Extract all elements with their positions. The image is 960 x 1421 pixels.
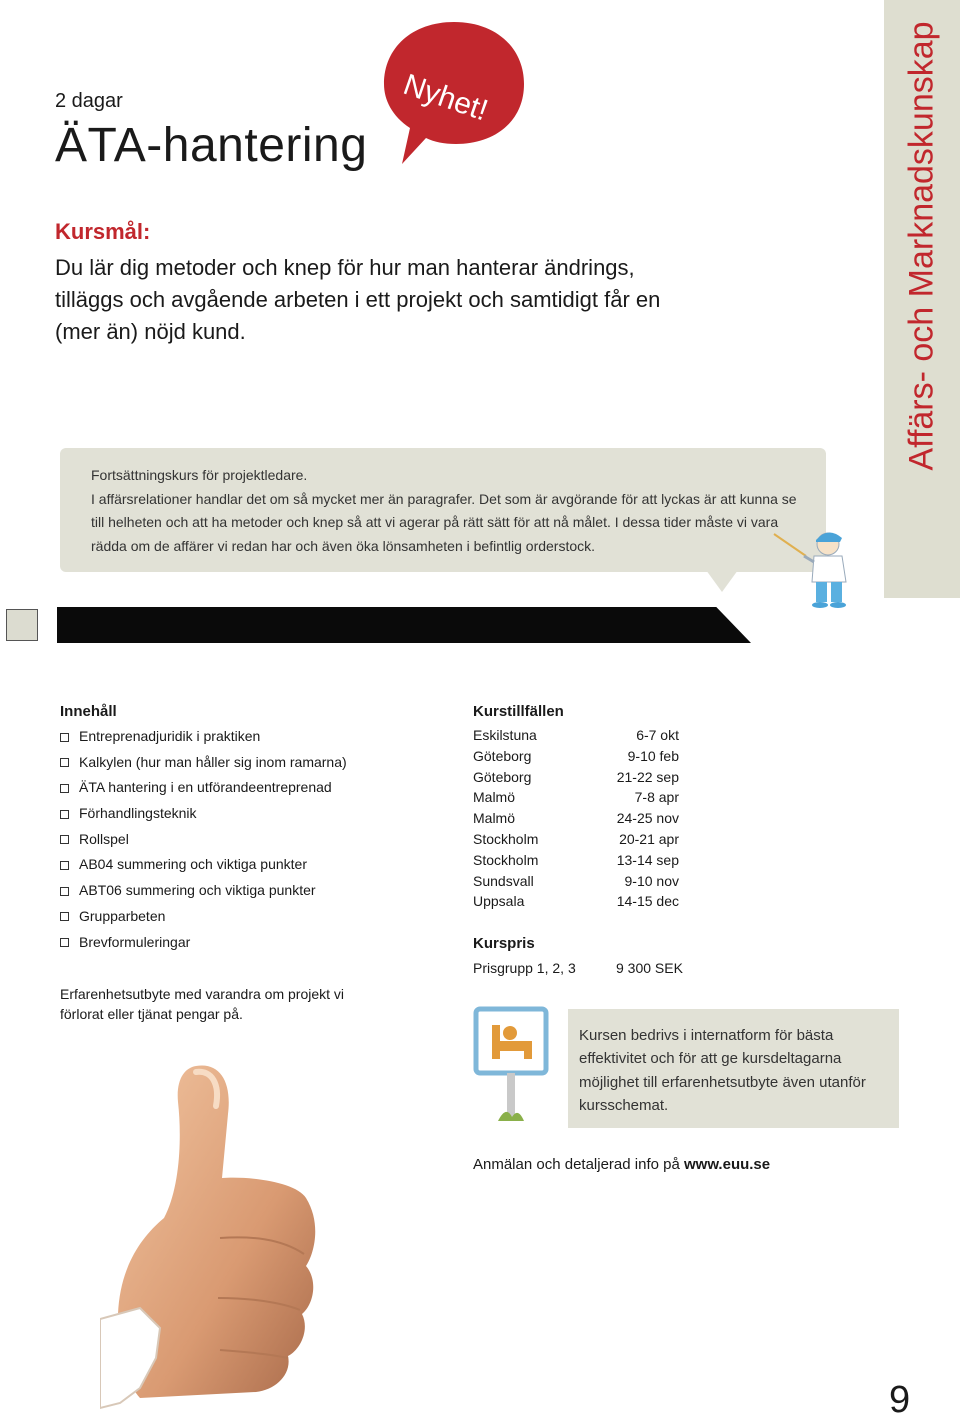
section-divider-bar [57,607,751,643]
schedule-row: Göteborg 9-10 feb [473,747,679,764]
price-heading: Kurspris [473,935,535,952]
intro-line-2: I affärsrelationer handlar det om så mycket mer än paragrafer. Det som är avgörande för att lyckas är att kunna se till helheten och att ha metoder och knep så att vi agerar på rätt sätt för att nå målet. I dessa tider måste vi vara rädda om de affärer vi redan har och även öka lönsamheten i befintlig orderstock. [91,490,797,554]
note-text: Kursen bedrivs i internatform för bästa effektivitet och för att ge kursdeltagarna möjlighet till erfarenhetsutbyte även utanför kursschemat. [579,1027,866,1114]
page-title: ÄTA-hantering [55,119,368,172]
intro-box-pointer [706,570,738,592]
content-item: Grupparbeten [60,904,347,930]
price-value: 9 300 SEK [616,960,683,976]
square-bullet-icon [60,758,69,767]
content-item: AB04 summering och viktiga punkter [60,852,347,878]
page-number: 9 [889,1379,911,1421]
content-note: Erfarenhetsutbyte med varandra om projekt vi förlorat eller tjänat pengar på. [60,986,345,1022]
signup-text: Anmälan och detaljerad info på [473,1156,684,1173]
content-heading: Innehåll [60,703,117,720]
content-item: Brevformuleringar [60,930,347,956]
square-bullet-icon [60,912,69,921]
square-bullet-icon [60,887,69,896]
square-bullet-icon [60,938,69,947]
content-list [60,724,347,955]
schedule-table [473,725,693,912]
schedule-row: Sundsvall 9-10 nov [473,872,679,889]
content-item: Kalkylen (hur man håller sig inom ramarna) [60,750,347,776]
price-group-label: Prisgrupp 1, 2, 3 [473,960,576,976]
schedule-row: Malmö 24-25 nov [473,810,679,827]
square-bullet-icon [60,733,69,742]
schedule-row: Eskilstuna 6-7 okt [473,727,679,743]
schedule-row: Göteborg 21-22 sep [473,768,679,785]
square-bullet-icon [60,835,69,844]
content-item: ABT06 summering och viktiga punkter [60,878,347,904]
new-badge-text: Nyhet! [399,68,492,128]
bed-sign-illustration [470,1005,552,1130]
signup-info [473,1156,770,1173]
content-item: ÄTA hantering i en utförandeentreprenad [60,775,347,801]
content-item: Entreprenadjuridik i praktiken [60,724,347,750]
category-label: Affärs- och Marknadskunskap [902,21,941,471]
content-item: Förhandlingsteknik [60,801,347,827]
schedule-row: Stockholm 13-14 sep [473,851,679,868]
square-bullet-icon [60,861,69,870]
price-row [473,957,693,979]
goal-text: Du lär dig metoder och knep för hur man hanterar ändrings, tilläggs och avgående arbeten i ett projekt och samtidigt får en (mer än) nöjd kund. [55,255,661,344]
square-bullet-icon [60,784,69,793]
teacher-mascot-illustration [770,528,870,610]
schedule-heading: Kurstillfällen [473,703,564,720]
schedule-row: Uppsala 14-15 dec [473,893,679,910]
square-bullet-icon [60,810,69,819]
thumbs-up-photo [100,1058,360,1419]
content-item: Rollspel [60,827,347,853]
signup-link[interactable]: www.euu.se [683,1156,771,1173]
schedule-row: Malmö 7-8 apr [473,789,679,806]
square-marker-icon [6,609,38,641]
schedule-row: Stockholm 20-21 apr [473,830,679,847]
intro-line-1: Fortsättningskurs för projektledare. [91,467,308,483]
goal-heading: Kursmål: [55,219,151,244]
course-duration: 2 dagar [55,90,123,112]
intro-text [91,464,804,558]
